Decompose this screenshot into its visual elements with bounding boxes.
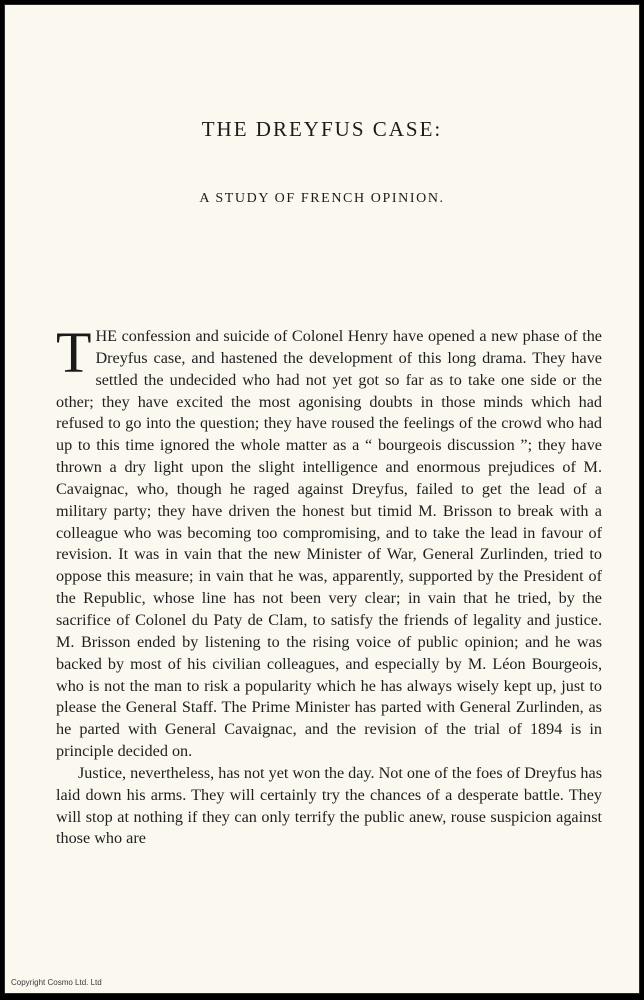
paragraph-1-text: HE confession and suicide of Colonel Henry have opened a new phase of the Dreyfus case, and hastened the development of this long drama. They have settled the undecided who had not yet got so far as to take one side or the other; they have excited the most agonising doubts in those minds which had refused to go into the question; they have roused the feelings of the crowd who had up to this time ignored the whole matter as a “ bourgeois discussion ”; they have thrown a dry light upon the slight intelligence and enormous prejudices of M. Cavaignac, who, though he raged against Dreyfus, failed to get the lead of a military party; they have driven the honest but timid M. Brisson to break with a colleague who was becoming too compromising, and to take the lead in favour of revision. It was in vain that the new Minister of War, General Zurlinden, tried to oppose this measure; in vain that he was, apparently, supported by the President of the Republic, whose line has not been very clear; in vain that he tried, by the sacrifice of Colonel du Paty de Clam, to satisfy the friends of legality and justice. M. Brisson ended by listening to the rising voice of public opinion; and he was backed by most of his civilian colleagues, and especially by M. Léon Bourgeois, who is not the man to risk a popularity which he has always wisely kept up, just to please the General Staff. The Prime Minister has parted with General Zurlinden, as he parted with General Cavaignac, and the revision of the trial of 1894 is in principle decided on.	[56, 327, 602, 761]
paragraph-2: Justice, nevertheless, has not yet won the day. Not one of the foes of Dreyfus has laid down his arms. They will certainly try the chances of a desperate battle. They will stop at nothing if they can only terrify the public anew, rouse suspicion against those who are	[56, 763, 603, 848]
paragraph-1	[56, 320, 602, 763]
article-title: THE DREYFUS CASE:	[201, 117, 443, 141]
copyright-watermark: Copyright Cosmo Ltd. Ltd	[11, 978, 102, 987]
drop-cap: T	[56, 320, 92, 385]
article-body	[56, 320, 603, 850]
article-subtitle: A STUDY OF FRENCH OPINION.	[199, 191, 445, 206]
document-page	[4, 4, 640, 994]
